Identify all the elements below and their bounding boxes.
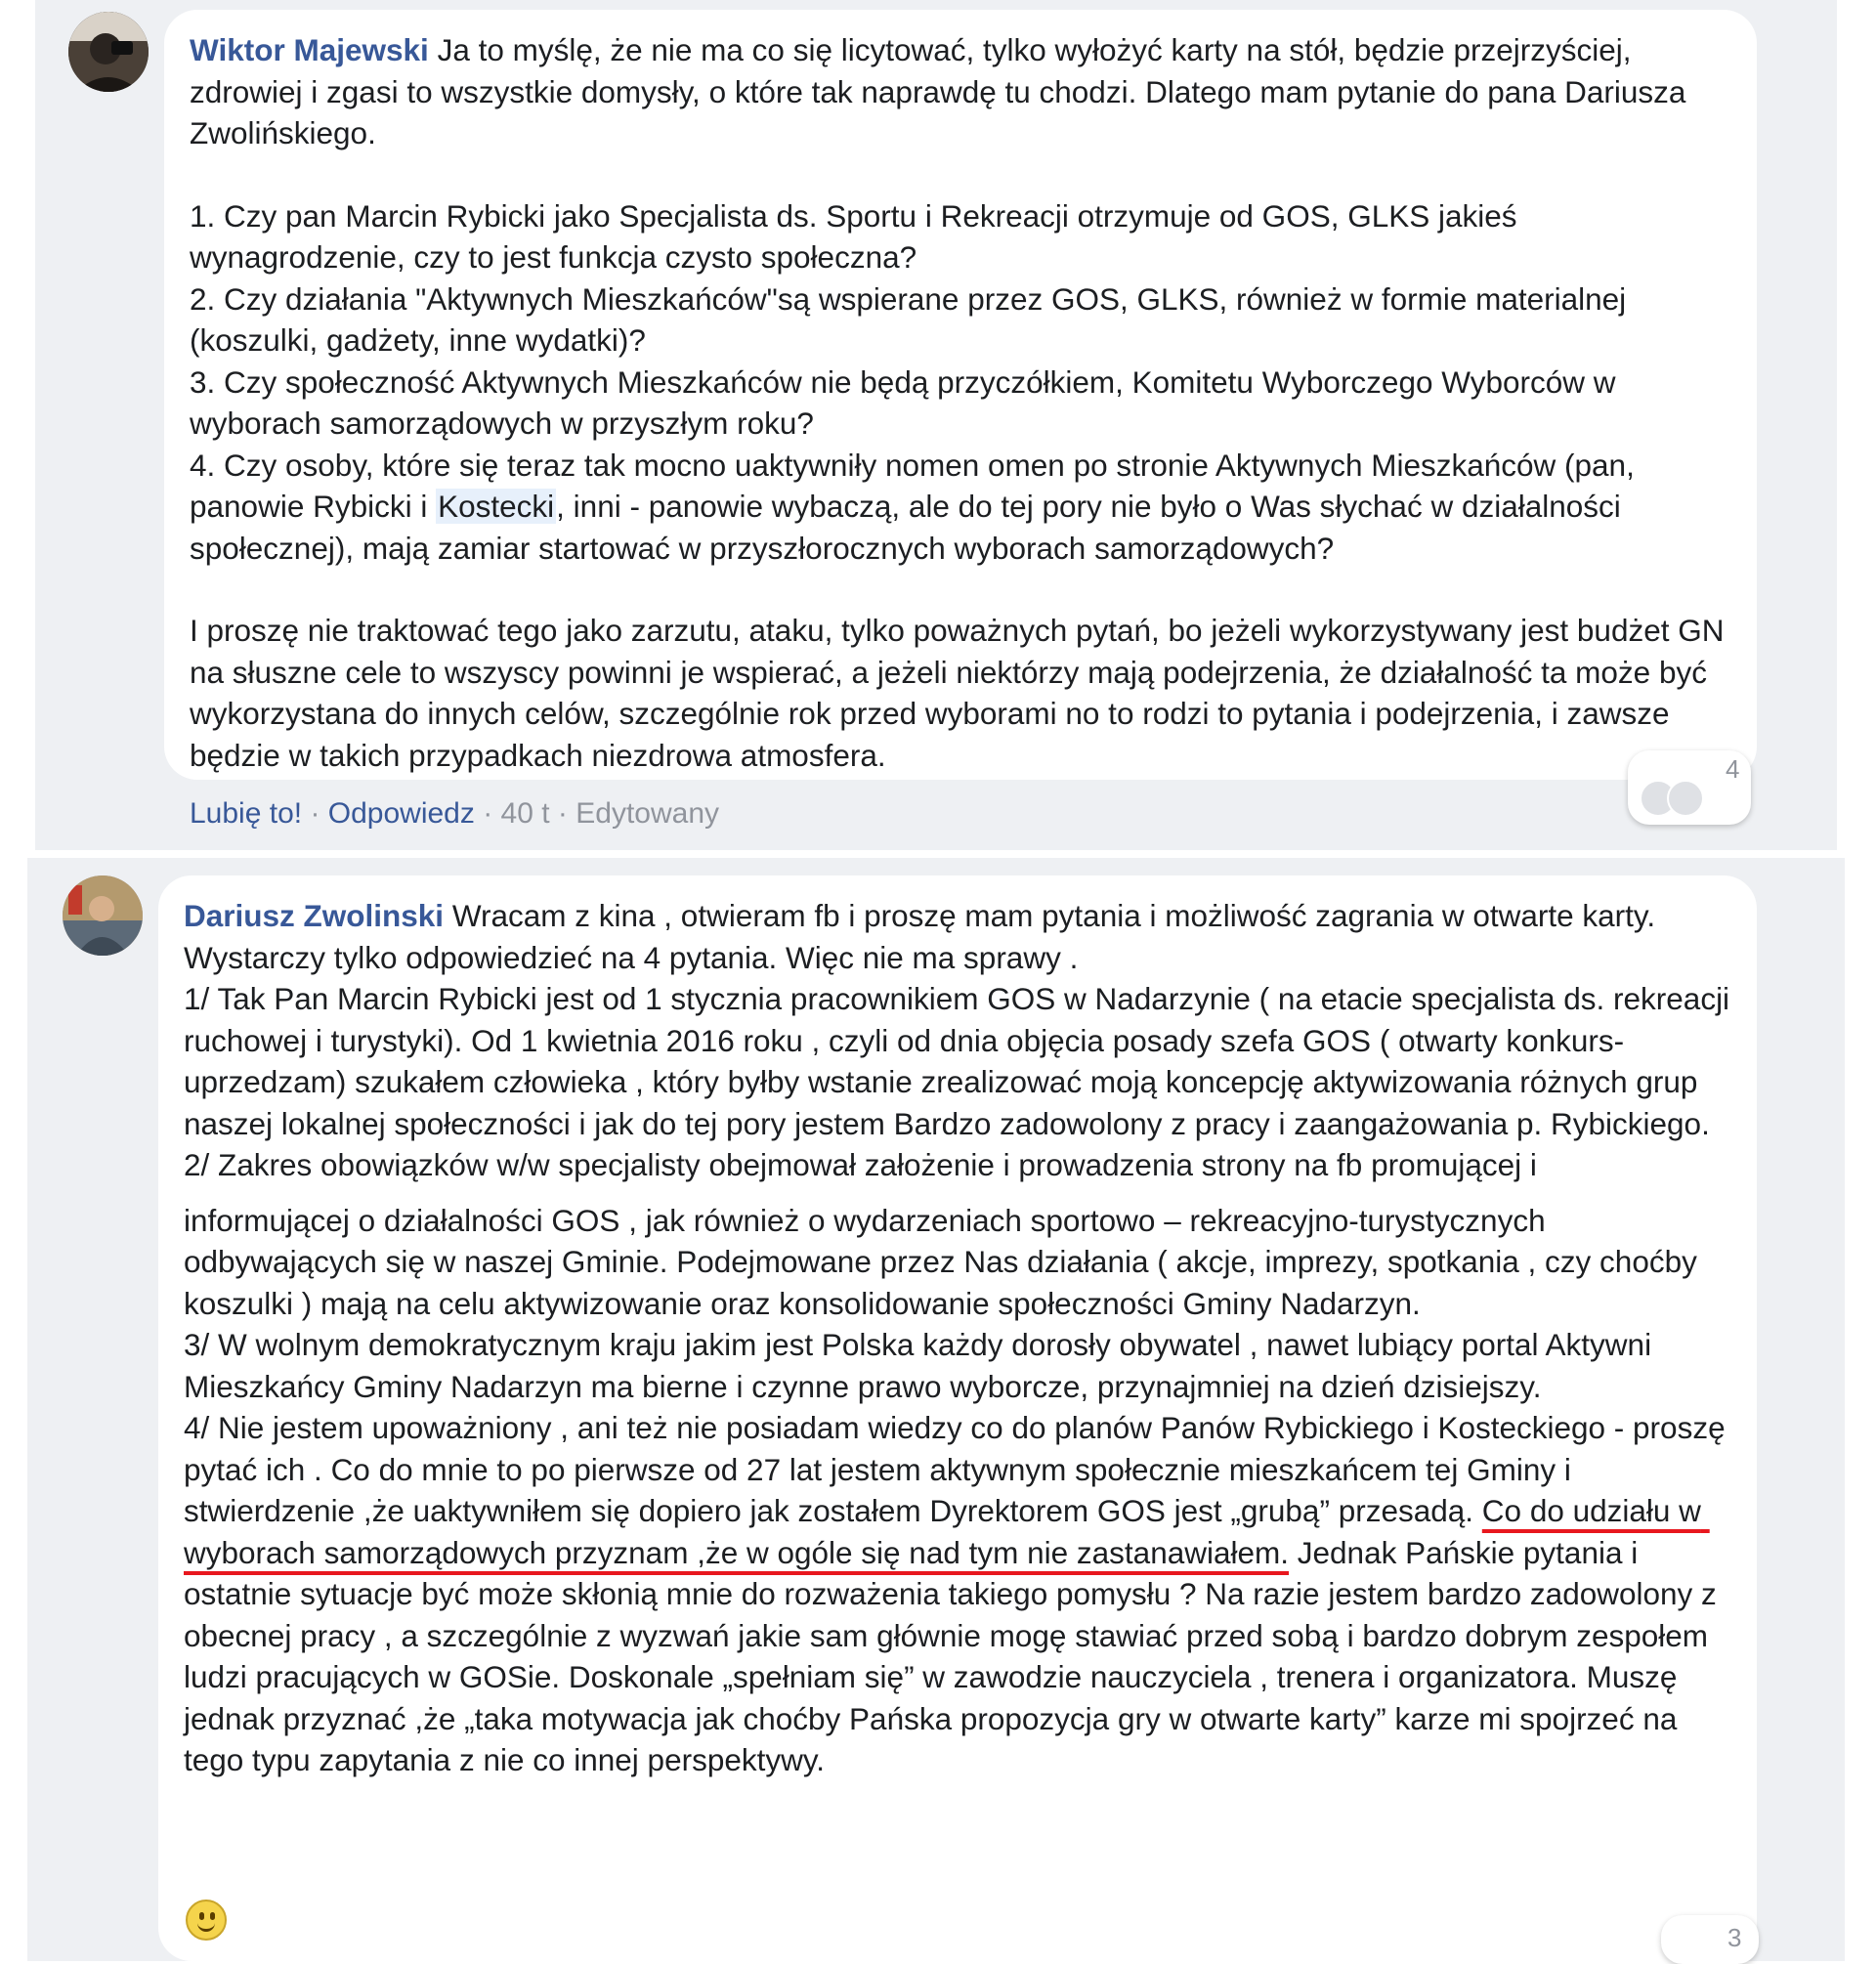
question-4-end: , inni - panowie wybaczą, ale do tej pory nie było o Was słychać w działalności społecznej), mają zamiar startować w przyszłorocznych wyborach samorządowych? — [190, 489, 1630, 566]
question-1: 1. Czy pan Marcin Rybicki jako Specjalista ds. Sportu i Rekreacji otrzymuje od GOS, GLKS jakieś wynagrodzenie, czy to jest funkcja czysto społeczna? — [190, 197, 1526, 275]
comment-body — [190, 29, 1733, 776]
comment-author-link[interactable]: Dariusz Zwolinski — [184, 898, 445, 933]
separator: · — [310, 797, 328, 830]
mention-link[interactable]: Kostecki — [438, 489, 555, 524]
profile-photo-icon — [63, 875, 143, 956]
answer-4-start: 4/ Nie jestem upoważniony , ani też nie posiadam wiedzy co do planów Panów Rybickiego i Kosteckiego - proszę pytać ich . Co do mnie to po pierwsze od 27 lat jestem aktywnym społecznie mieszkańcem tej Gminy i stwierdzenie ,że uaktywniłem się dopiero jak zostałem Dyrektorem GOS jest „grubą” przesadą. — [184, 1410, 1734, 1528]
avatar[interactable] — [63, 875, 143, 956]
profile-photo-icon — [68, 12, 149, 92]
answer-1: 1/ Tak Pan Marcin Rybicki jest od 1 stycznia pracownikiem GOS w Nadarzynie ( na etacie specjalista ds. rekreacji ruchowej i turystyki). Od 1 kwietnia 2016 roku , czyli od dnia objęcia posady szefa GOS ( otwarty konkurs- uprzedzam) szukałem człowieka , który byłby wstanie zrealizować moją koncepcję aktywizowania różnych grup naszej lokalnej społeczności i jak do tej pory jestem Bardzo zadowolony z pracy i zaangażowania p. Rybickiego. — [184, 981, 1738, 1141]
reactions-summary[interactable] — [1661, 1915, 1759, 1964]
answer-3: 3/ W wolnym demokratycznym kraju jakim jest Polska każdy dorosły obywatel , nawet lubiący portal Aktywni Mieszkańcy Gminy Nadarzyn ma bierne i czynne prawo wyborcze, przynajmniej na dzień dzisiejszy. — [184, 1327, 1660, 1404]
highlighted-statement: Co do udziału w wyborach samorządowych przyznam ,że w ogóle się nad tym nie zastanawiałem. — [184, 1493, 1710, 1570]
reactions-count: 3 — [1727, 1923, 1742, 1952]
question-3: 3. Czy społeczność Aktywnych Mieszkańców nie będą przyczółkiem, Komitetu Wyborczego Wyborców w wyborach samorządowych w przyszłym roku? — [190, 363, 1625, 441]
separator: · — [483, 797, 501, 830]
comment-closing: I proszę nie traktować tego jako zarzutu, ataku, tylko poważnych pytań, bo jeżeli wykorzystywany jest budżet GN na słuszne cele to wszyscy powinni je wspierać, a jeżeli niektórzy mają podejrzenia, że działalność ta może być wykorzystana do innych celów, szczególnie rok przed wyborami no to rodzi to pytania i podejrzenia, i zawsze będzie w takich przypadkach niezdrowa atmosfera. — [190, 613, 1733, 773]
timestamp[interactable]: 40 t — [500, 797, 550, 830]
question-4-start: 4. Czy osoby, które się teraz tak mocno uaktywniły nomen omen po stronie Aktywnych Mieszkańców (pan, panowie Rybicki i — [190, 447, 1643, 524]
comment-author-link[interactable]: Wiktor Majewski — [190, 32, 429, 67]
reactions-summary[interactable] — [1628, 750, 1751, 825]
comment-actions — [190, 797, 719, 831]
avatar[interactable] — [68, 12, 149, 92]
comment-text-intro: Ja to myślę, że nie ma co się licytować, tylko wyłożyć karty na stół, będzie przejrzyściej, zdrowiej i zgasi to wszystkie domysły, o które tak naprawdę tu chodzi. Dlatego mam pytanie do pana Dariusza Zwolińskiego. — [190, 32, 1695, 150]
edited-label[interactable]: Edytowany — [576, 797, 719, 830]
question-2: 2. Czy działania "Aktywnych Mieszkańców"są wspierane przez GOS, GLKS, również w formie materialnej (koszulki, gadżety, inne wydatki)? — [190, 280, 1635, 358]
separator: · — [557, 797, 576, 830]
reaction-icon — [1667, 780, 1704, 817]
answer-4-end: Jednak Pańskie pytania i ostatnie sytuacje być może skłonią mnie do rozważenia takiego pomysłu ? Na razie jestem bardzo zadowolony z obecnej pracy , a szczególnie z wyzwań jakie sam głównie mogę stawiać przed sobą i bardzo dobrym zespołem ludzi pracujących w GOSie. Doskonale „spełniam się” w zawodzie nauczyciela , trenera i organizatora. Muszę jednak przyznać ,że „taka motywacja jak choćby Pańska propozycja gry w otwarte karty” karze mi spojrzeć na tego typu zapytania z nie co innej perspektywy. — [184, 1534, 1726, 1777]
answer-2-start: 2/ Zakres obowiązków w/w specjalisty obejmował założenie i prowadzenia strony na fb promującej i — [184, 1147, 1537, 1182]
comment-text-intro: Wracam z kina , otwieram fb i proszę mam pytania i możliwość zagrania w otwarte karty. Wystarczy tylko odpowiedzieć na 4 pytania. Więc nie ma sprawy . — [184, 898, 1664, 975]
reactions-count: 4 — [1726, 754, 1740, 784]
comment-body — [184, 895, 1737, 1781]
reply-button[interactable]: Odpowiedz — [327, 797, 475, 830]
like-button[interactable]: Lubię to! — [190, 797, 303, 830]
answer-2-end: informującej o działalności GOS , jak również o wydarzeniach sportowo – rekreacyjno-turystycznych odbywających się w naszej Gminie. Podejmowane przez Nas działania ( akcje, imprezy, spotkania , czy choćby koszulki ) mają na celu aktywizowanie oraz konsolidowanie społeczności Gminy Nadarzyn. — [184, 1202, 1706, 1321]
smiley-emoji-icon — [186, 1900, 227, 1941]
